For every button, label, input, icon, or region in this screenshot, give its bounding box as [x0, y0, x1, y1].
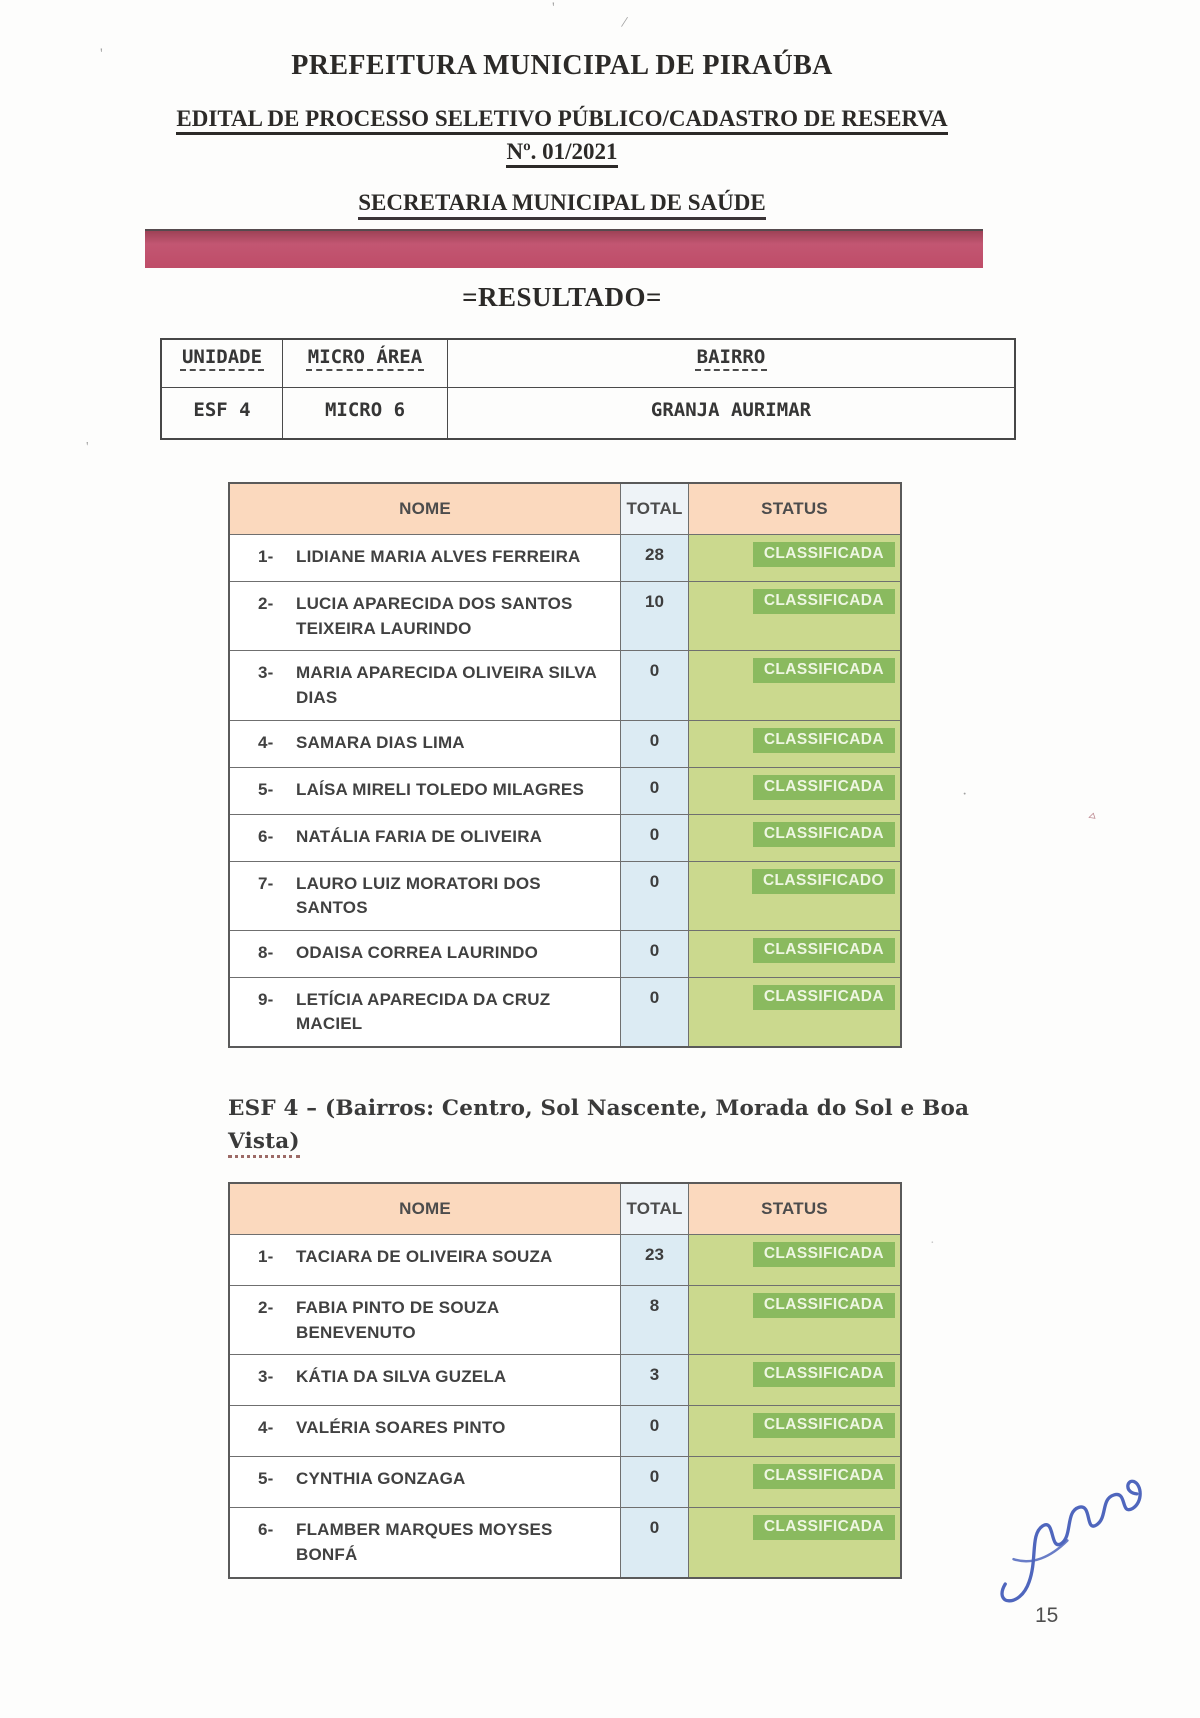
column-header-nome: NOME: [230, 1184, 620, 1234]
candidate-name-cell: [230, 1235, 620, 1285]
candidate-name-cell: [230, 862, 620, 930]
page-number: 15: [1035, 1604, 1059, 1627]
candidate-name: TACIARA DE OLIVEIRA SOUZA: [296, 1247, 553, 1266]
candidate-name: LAÍSA MIRELI TOLEDO MILAGRES: [296, 779, 584, 799]
status-cell: [688, 1457, 900, 1507]
status-badge: CLASSIFICADA: [753, 589, 895, 614]
unit-info-table: [160, 338, 1016, 440]
candidate-name-cell: [230, 931, 620, 977]
status-cell: [688, 978, 900, 1046]
candidate-name-cell: [230, 721, 620, 767]
unit-value-bairro: GRANJA AURIMAR: [447, 388, 1014, 438]
status-badge: CLASSIFICADA: [753, 1362, 895, 1387]
results-header-row: [230, 484, 900, 534]
status-cell: [688, 1355, 900, 1405]
status-badge: CLASSIFICADA: [753, 775, 895, 800]
candidate-number: 3-: [258, 663, 274, 683]
result-row: [230, 650, 900, 719]
edital-number-text: Nº. 01/2021: [506, 139, 617, 168]
total-value: 0: [620, 931, 688, 977]
scan-artifact: ·: [962, 786, 968, 803]
candidate-name-cell: [230, 582, 620, 650]
scan-artifact: ': [100, 46, 103, 62]
result-title: =RESULTADO=: [462, 282, 662, 312]
department-title-text: SECRETARIA MUNICIPAL DE SAÚDE: [358, 190, 765, 220]
candidate-name-cell: [230, 1406, 620, 1456]
result-row: [230, 1507, 900, 1576]
status-badge: CLASSIFICADA: [753, 1293, 895, 1318]
status-cell: [688, 1508, 900, 1576]
candidate-name: LETÍCIA APARECIDA DA CRUZ MACIEL: [296, 989, 551, 1034]
edital-number: [0, 139, 1124, 165]
status-badge: CLASSIFICADO: [752, 869, 895, 894]
column-header-total: TOTAL: [620, 484, 688, 534]
total-value: 10: [620, 582, 688, 650]
results-rows: [230, 1234, 900, 1577]
result-row: [230, 1234, 900, 1285]
candidate-number: 1-: [258, 1247, 274, 1266]
status-badge: CLASSIFICADA: [753, 658, 895, 683]
results-rows: [230, 534, 900, 1046]
result-row: [230, 1285, 900, 1354]
total-value: 0: [620, 862, 688, 930]
decorative-banner: [145, 229, 983, 268]
candidate-name-cell: [230, 1508, 620, 1576]
scan-artifact: ': [552, 0, 555, 16]
total-value: 0: [620, 1406, 688, 1456]
result-row: [230, 581, 900, 650]
status-badge: CLASSIFICADA: [753, 938, 895, 963]
esf4-results-table: [228, 1182, 902, 1579]
candidate-number: 6-: [258, 1520, 274, 1540]
handwritten-signature-icon: [978, 1468, 1163, 1613]
scan-artifact: /: [620, 13, 629, 32]
status-cell: [688, 582, 900, 650]
candidate-name: LUCIA APARECIDA DOS SANTOS TEIXEIRA LAURINDO: [296, 594, 573, 638]
unit-col-micro-area: MICRO ÁREA: [282, 340, 447, 387]
result-row: [230, 767, 900, 814]
total-value: 0: [620, 651, 688, 719]
result-row: [230, 861, 900, 930]
total-value: 0: [620, 1508, 688, 1576]
candidate-number: 8-: [258, 942, 274, 962]
candidate-name: KÁTIA DA SILVA GUZELA: [296, 1367, 507, 1387]
total-value: 8: [620, 1286, 688, 1354]
candidate-number: 4-: [258, 1418, 274, 1438]
column-header-status: STATUS: [688, 1184, 900, 1234]
candidate-number: 4-: [258, 732, 274, 752]
unit-table-data-row: [162, 387, 1014, 438]
status-cell: [688, 815, 900, 861]
unit-col-unidade: UNIDADE: [162, 340, 282, 387]
edital-title: [0, 106, 1124, 132]
result-row: [230, 1456, 900, 1507]
status-badge: CLASSIFICADA: [753, 1515, 895, 1540]
status-badge: CLASSIFICADA: [753, 1413, 895, 1438]
edital-title-text: EDITAL DE PROCESSO SELETIVO PÚBLICO/CADASTRO DE RESERVA: [176, 106, 947, 135]
candidate-name: LAURO LUIZ MORATORI DOS SANTOS: [296, 873, 541, 918]
total-value: 28: [620, 535, 688, 581]
status-badge: CLASSIFICADA: [753, 822, 895, 847]
column-header-nome: NOME: [230, 484, 620, 534]
candidate-name-cell: [230, 978, 620, 1046]
department-title: [0, 190, 1124, 216]
candidate-number: 6-: [258, 826, 274, 846]
status-cell: [688, 1235, 900, 1285]
status-cell: [688, 535, 900, 581]
candidate-name-cell: [230, 1457, 620, 1507]
status-cell: [688, 651, 900, 719]
candidate-name-cell: [230, 651, 620, 719]
candidate-name: FLAMBER MARQUES MOYSES BONFÁ: [296, 1520, 553, 1564]
status-badge: CLASSIFICADA: [753, 1242, 895, 1267]
candidate-name: NATÁLIA FARIA DE OLIVEIRA: [296, 826, 543, 846]
candidate-number: 5-: [258, 779, 274, 799]
result-row: [230, 930, 900, 977]
candidate-name-cell: [230, 815, 620, 861]
page-title: PREFEITURA MUNICIPAL DE PIRAÚBA: [291, 50, 833, 81]
candidate-number: 3-: [258, 1367, 274, 1387]
candidate-name-cell: [230, 1286, 620, 1354]
result-row: [230, 720, 900, 767]
candidate-name: ODAISA CORREA LAURINDO: [296, 942, 539, 962]
candidate-name-cell: [230, 1355, 620, 1405]
total-value: 0: [620, 721, 688, 767]
candidate-name: LIDIANE MARIA ALVES FERREIRA: [296, 547, 581, 566]
result-row: [230, 1405, 900, 1456]
unit-table-header-row: [162, 340, 1014, 387]
result-row: [230, 814, 900, 861]
status-badge: CLASSIFICADA: [753, 985, 895, 1010]
candidate-name: MARIA APARECIDA OLIVEIRA SILVA DIAS: [296, 663, 597, 707]
unit-value-micro-area: MICRO 6: [282, 388, 447, 438]
total-value: 0: [620, 768, 688, 814]
status-cell: [688, 721, 900, 767]
status-cell: [688, 1406, 900, 1456]
result-row: [230, 534, 900, 581]
status-badge: CLASSIFICADA: [753, 1464, 895, 1489]
candidate-number: 1-: [258, 547, 274, 566]
result-row: [230, 1354, 900, 1405]
total-value: 3: [620, 1355, 688, 1405]
total-value: 0: [620, 978, 688, 1046]
candidate-name-cell: [230, 535, 620, 581]
section-heading: [228, 1092, 988, 1159]
column-header-status: STATUS: [688, 484, 900, 534]
unit-value-unidade: ESF 4: [193, 399, 251, 421]
status-cell: [688, 1286, 900, 1354]
candidate-number: 7-: [258, 873, 274, 893]
results-header-row: [230, 1184, 900, 1234]
status-cell: [688, 862, 900, 930]
candidate-name: VALÉRIA SOARES PINTO: [296, 1418, 506, 1438]
candidate-number: 5-: [258, 1469, 274, 1489]
scan-artifact: ·: [930, 1236, 935, 1251]
result-row: [230, 977, 900, 1046]
micro6-results-table: [228, 482, 902, 1048]
candidate-name: FABIA PINTO DE SOUZA BENEVENUTO: [296, 1298, 499, 1342]
status-cell: [688, 931, 900, 977]
section-heading-line1: ESF 4 – (Bairros: Centro, Sol Nascente, Morada do Sol e Boa: [228, 1096, 970, 1121]
candidate-number: 2-: [258, 1298, 274, 1317]
unit-col-bairro: BAIRRO: [447, 340, 1014, 387]
candidate-number: 9-: [258, 989, 274, 1009]
candidate-name: CYNTHIA GONZAGA: [296, 1469, 466, 1489]
total-value: 0: [620, 1457, 688, 1507]
candidate-name-cell: [230, 768, 620, 814]
total-value: 0: [620, 815, 688, 861]
section-heading-line2: Vista): [228, 1125, 988, 1158]
candidate-name: SAMARA DIAS LIMA: [296, 732, 465, 752]
status-badge: CLASSIFICADA: [753, 542, 895, 567]
candidate-number: 2-: [258, 594, 274, 613]
total-value: 23: [620, 1235, 688, 1285]
scan-artifact: ': [86, 440, 89, 455]
status-cell: [688, 768, 900, 814]
status-badge: CLASSIFICADA: [753, 728, 895, 753]
column-header-total: TOTAL: [620, 1184, 688, 1234]
scan-artifact: ◃: [1085, 807, 1097, 824]
